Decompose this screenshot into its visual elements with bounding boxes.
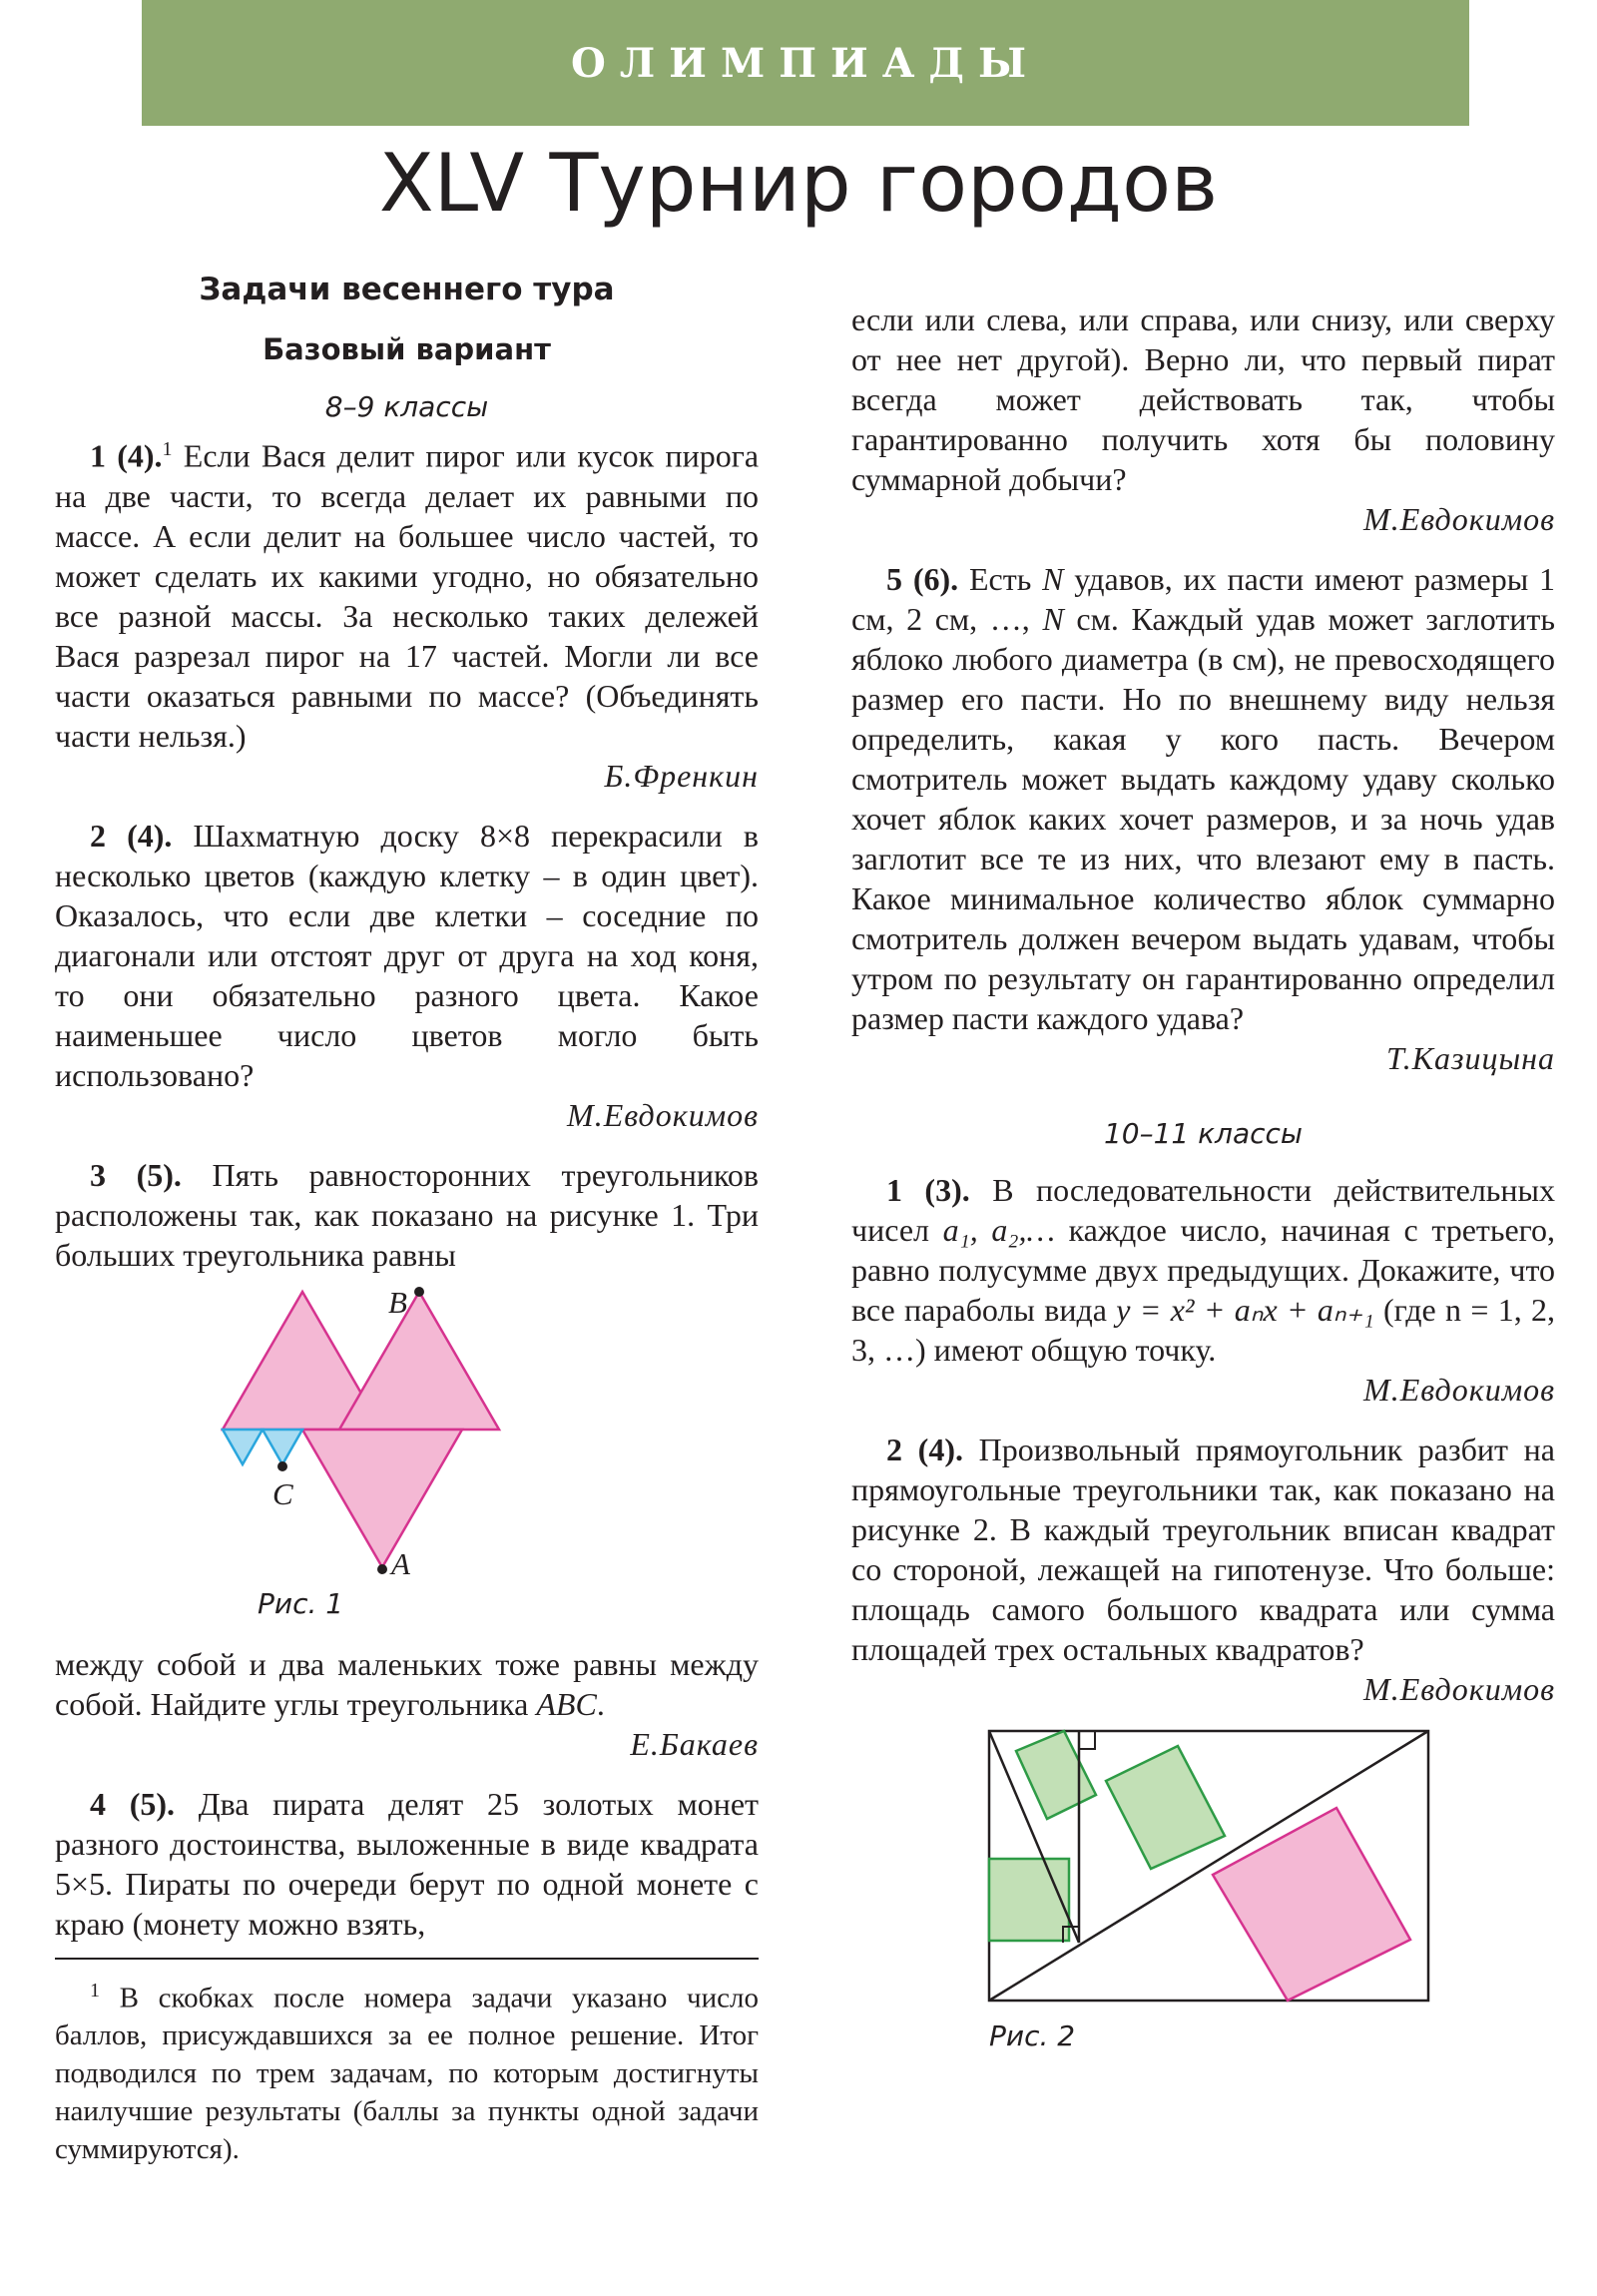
problem-text: В последовательности действительных чисел — [851, 1172, 1556, 1248]
subsection-heading: Базовый вариант — [263, 332, 551, 366]
variable-n: N — [1042, 561, 1064, 597]
rectangle-diagram — [851, 1729, 1555, 2018]
footnote-mark: 1 — [90, 1979, 100, 2002]
problem-text: Есть — [968, 561, 1043, 597]
problem-number: 1 (4). — [90, 437, 163, 474]
problem-number: 1 (3). — [886, 1172, 970, 1208]
sequence: a₁, a₂,… — [942, 1212, 1055, 1248]
point-a — [377, 1564, 387, 1574]
problem-author: М.Евдокимов — [567, 1096, 759, 1133]
problem-number: 4 (5). — [90, 1785, 176, 1822]
grade-heading: 10–11 классы — [1103, 1117, 1304, 1150]
variable-n: N — [1042, 601, 1064, 637]
figure-2 — [851, 1729, 1555, 2058]
problem-author: Е.Бакаев — [630, 1725, 759, 1762]
footnote — [55, 1972, 759, 2169]
label-b: B — [388, 1284, 407, 1320]
problem-number: 5 (6). — [886, 561, 959, 597]
problem-text: (где n = 1, 2, 3, …) имеют общую точку. — [851, 1292, 1556, 1368]
grade-heading: 8–9 классы — [324, 390, 489, 423]
problem-text: удавов, их пасти имеют размеры 1 см, 2 см, …, — [851, 561, 1556, 637]
label-c: C — [272, 1475, 293, 1511]
problem-text: каждое число, начиная с третьего, равно полусумме двух предыдущих. Докажите, что все параболы вида — [851, 1212, 1556, 1328]
left-column — [55, 270, 759, 2168]
problem-author: Б.Френкин — [604, 757, 759, 794]
problem-text: Если Вася делит пирог или кусок пирога на две части, то всегда делает их равными по массе. А если делит на большее число частей, то может сделать их какими угодно, но обязательно все разной массы. За несколько таких дележей Вася разрезал пирог на 17 частей. Могли ли все части оказаться равными по массе? (Объединять части нельзя.) — [55, 437, 760, 754]
problem-4-continued: если или слева, или справа, или снизу, или сверху от нее нет другой). Верно ли, что первый пират всегда может действовать так, чтобы гарантированно получить хотя бы половину суммарной добычи? — [851, 301, 1555, 497]
footnote-divider — [55, 1958, 759, 1960]
point-c — [277, 1461, 287, 1471]
problem-number: 2 (4). — [90, 817, 173, 854]
footnote-mark: 1 — [162, 438, 173, 460]
problem-text: Шахматную доску 8×8 перекрасили в несколько цветов (каждую клетку – в один цвет). Оказалось, что если две клетки – соседние по диагонали или отстоят друг от друга на ход коня, то они обязательно разного цвета. Какое наименьшее число цветов могло быть использовано? — [55, 817, 760, 1093]
formula: y = x² + aₙx + aₙ₊₁ — [1116, 1292, 1374, 1328]
problem-3 — [55, 1155, 759, 1275]
small-triangle-left — [223, 1430, 263, 1464]
problem-author: М.Евдокимов — [1363, 501, 1555, 537]
figure-1 — [55, 1275, 759, 1644]
senior-problem-2 — [851, 1430, 1555, 1669]
problem-text: между собой и два маленьких тоже равны между собой. Найдите углы треугольника — [55, 1645, 759, 1722]
problem-author: М.Евдокимов — [1363, 1372, 1555, 1408]
problem-author: Т.Казицына — [1385, 1040, 1555, 1076]
banner-label: ОЛИМПИАДЫ — [570, 39, 1041, 87]
section-banner — [142, 0, 1469, 126]
big-triangle-right — [339, 1292, 499, 1430]
problem-4 — [55, 1784, 759, 1944]
problem-number: 2 (4). — [886, 1432, 963, 1467]
problem-5 — [851, 559, 1555, 1038]
figure-caption: Рис. 1 — [258, 1586, 344, 1620]
sentence-end: . — [596, 1685, 605, 1722]
small-triangle-right — [263, 1430, 302, 1464]
senior-problem-1 — [851, 1170, 1555, 1370]
right-column — [851, 299, 1555, 2058]
problem-text: Два пирата делят 25 золотых монет разного достоинства, выложенные в виде квадрата 5×5. Пираты по очереди берут по одной монете с краю (монету можно взять, — [55, 1785, 760, 1942]
problem-author: М.Евдокимов — [1363, 1671, 1555, 1707]
triangles-diagram — [55, 1275, 759, 1644]
page-title: XLV Турнир городов — [378, 137, 1219, 230]
problem-3-continued — [55, 1644, 759, 1724]
problem-2 — [55, 816, 759, 1095]
problem-text: Произвольный прямоугольник разбит на прямоугольные треугольники так, как показано на рисунке 2. В каждый треугольник вписан квадрат со стороной, лежащей на гипотенузе. Что больше: площадь самого большого квадрата или сумма площадей трех остальных квадратов? — [851, 1432, 1556, 1667]
square-bottom-left — [989, 1859, 1069, 1941]
problem-number: 3 (5). — [90, 1156, 182, 1193]
triangle-name: ABC — [536, 1685, 597, 1722]
problem-1 — [55, 429, 759, 756]
problem-text: см. Каждый удав может заглотить яблоко любого диаметра (в см), не превосходящего размер его пасти. Но по внешнему виду нельзя определить, какая у кого пасть. Вечером смотритель может выдать каждому удаву сколько хочет яблок каких хочет размеров, и за ночь удав заглотит все те из них, что влезают ему в пасть. Какое минимальное количество яблок суммарно смотритель должен вечером выдать удавам, чтобы утром по результату он гарантированно определил размер пасти каждого удава? — [851, 601, 1556, 1036]
big-triangle-bottom — [302, 1430, 462, 1567]
problem-text: Пять равносторонних треугольников расположены так, как показано на рисунке 1. Три больших треугольника равны — [55, 1156, 759, 1273]
section-heading: Задачи весеннего тура — [199, 272, 615, 307]
footnote-text: В скобках после номера задачи указано число баллов, присуждавшихся за ее полное решение. Итог подводился по трем задачам, по которым достигнуты наилучшие результаты (баллы за пункты одной задачи суммируются). — [55, 1982, 760, 2166]
label-a: A — [391, 1545, 410, 1581]
point-b — [414, 1287, 424, 1297]
figure-caption: Рис. 2 — [989, 2019, 1076, 2052]
